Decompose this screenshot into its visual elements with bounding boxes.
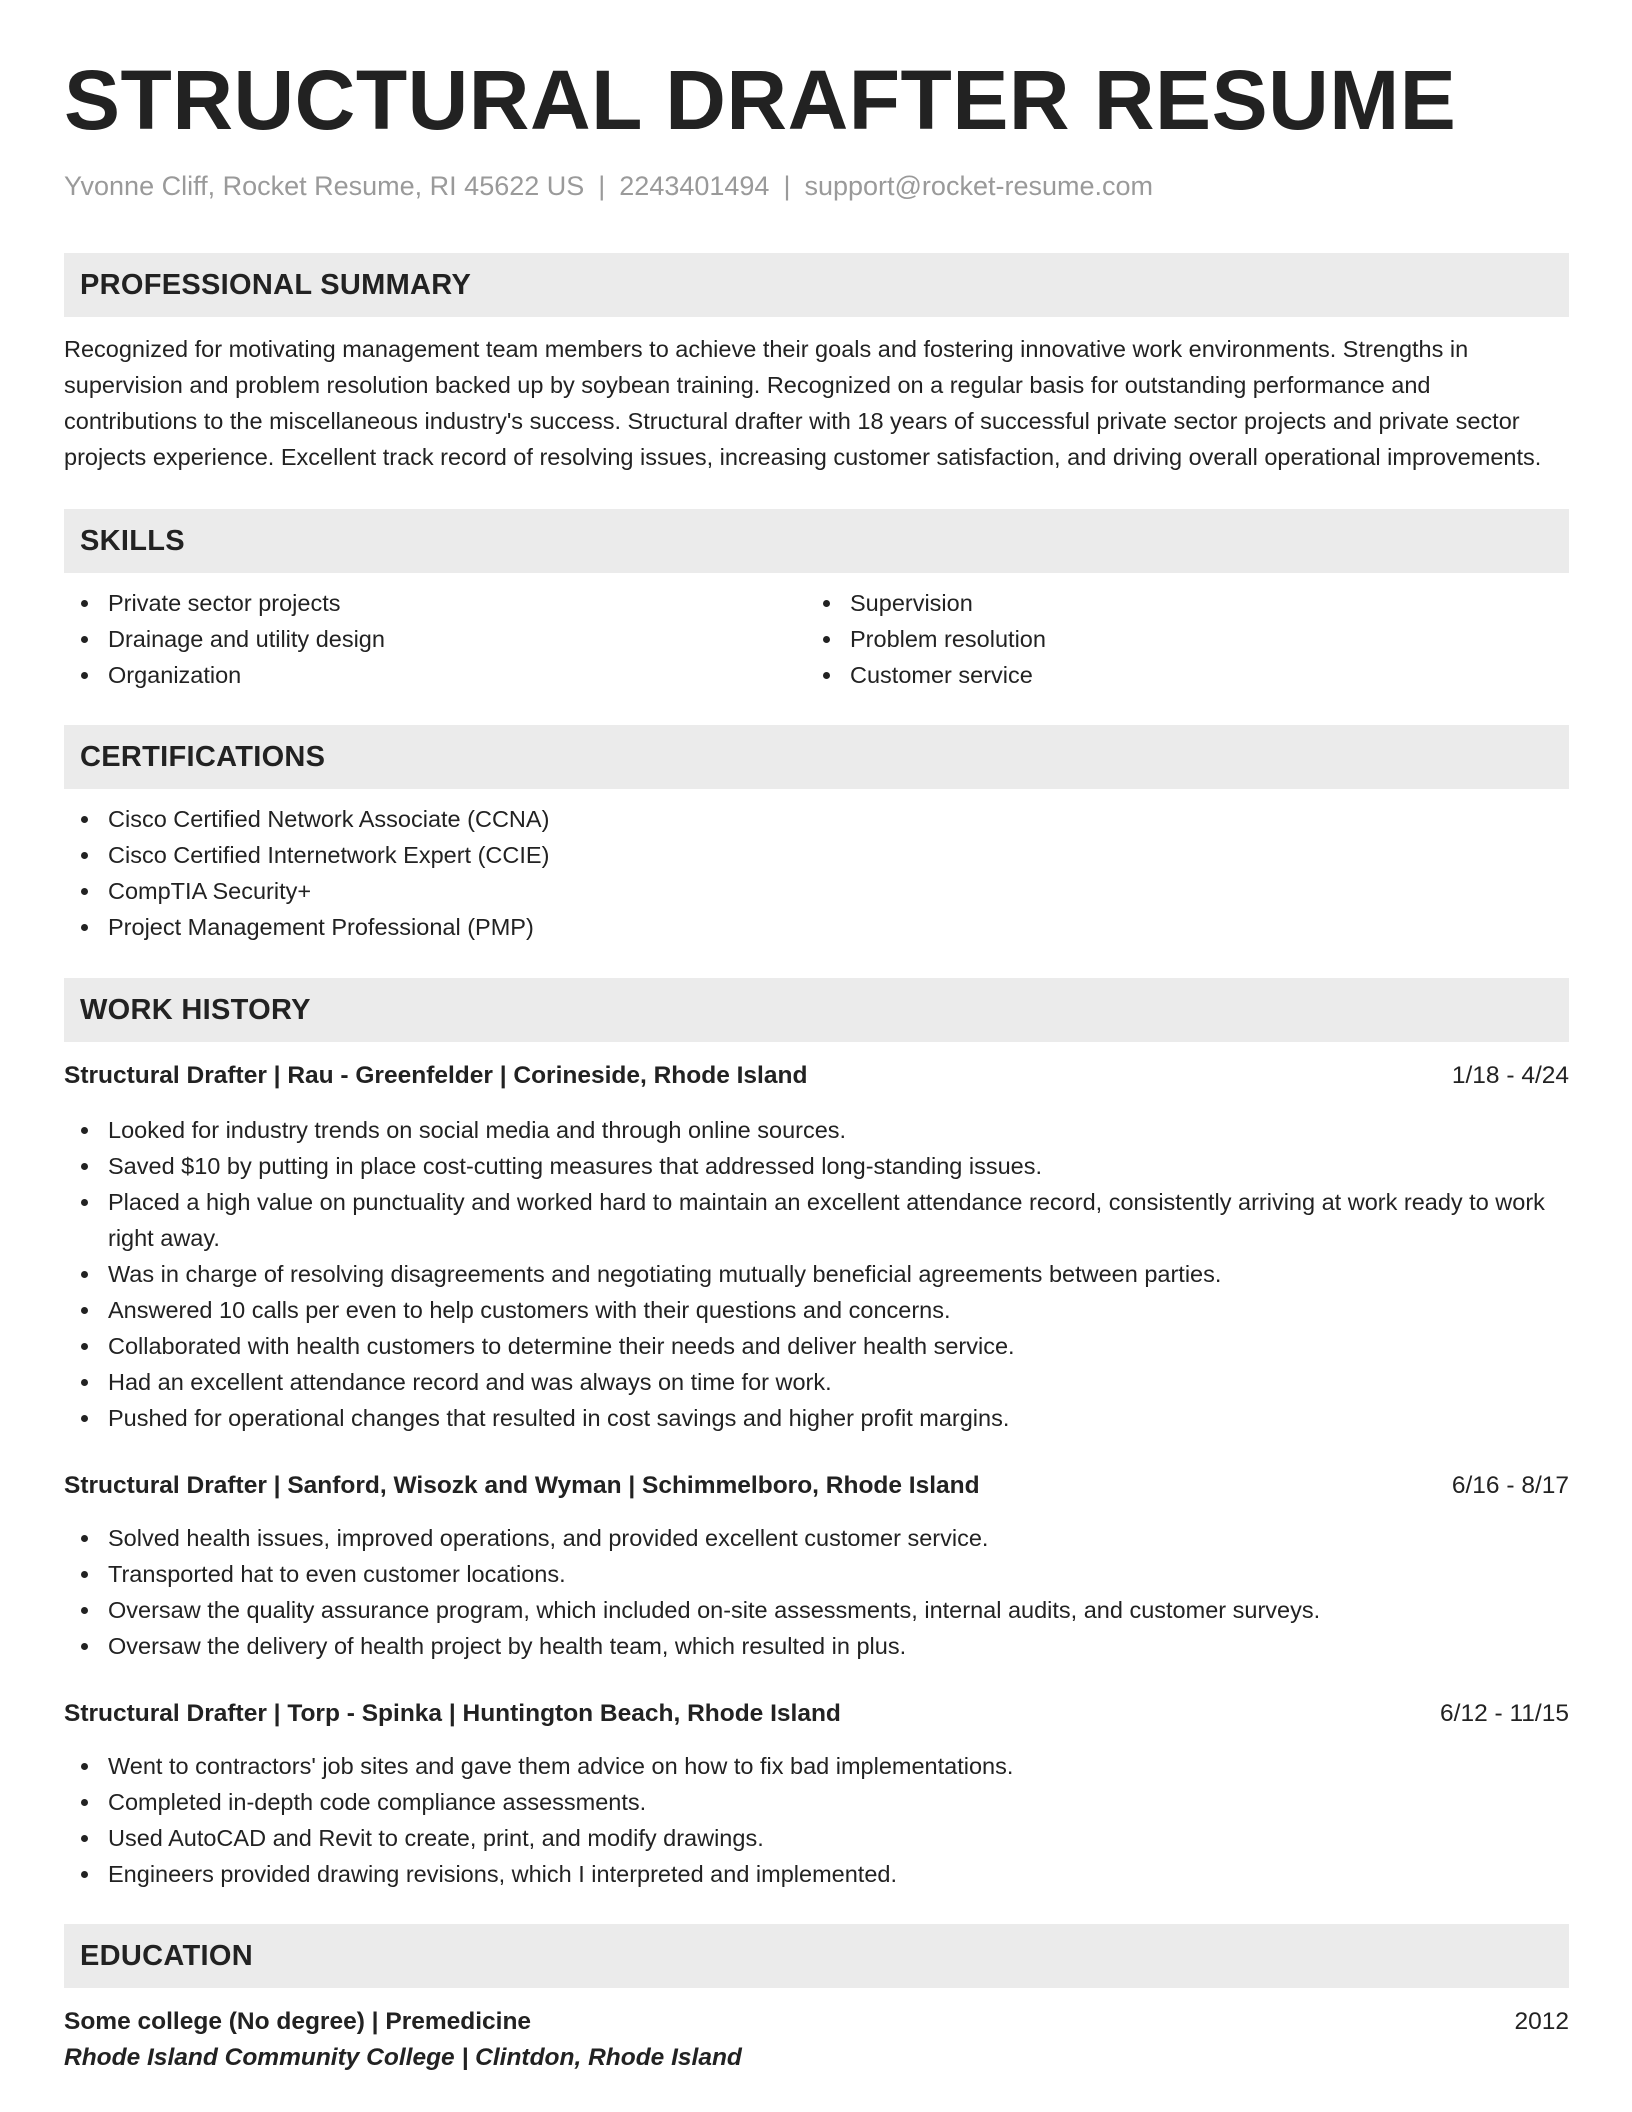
job-bullet: Collaborated with health customers to determine their needs and deliver health service.: [64, 1328, 1569, 1364]
skill-item: Supervision: [806, 585, 1548, 621]
job-bullet: Placed a high value on punctuality and worked hard to maintain an excellent attendance record, consistently arriving at work ready to work right away.: [64, 1184, 1569, 1256]
job-bullet: Pushed for operational changes that resulted in cost savings and higher profit margins.: [64, 1400, 1569, 1436]
skill-item: Private sector projects: [64, 585, 806, 621]
job-bullet: Had an excellent attendance record and was always on time for work.: [64, 1364, 1569, 1400]
certifications-list: [64, 801, 1569, 945]
job-bullet: Saved $10 by putting in place cost-cutting measures that addressed long-standing issues.: [64, 1148, 1569, 1184]
job-entry: [64, 1058, 1569, 1436]
skill-item: Customer service: [806, 657, 1548, 693]
education-school: Rhode Island Community College | Clintdon, Rhode Island: [64, 2044, 742, 2072]
job-header: [64, 1058, 1569, 1094]
job-bullet: Answered 10 calls per even to help customers with their questions and concerns.: [64, 1292, 1569, 1328]
job-bullet: Solved health issues, improved operations, and provided excellent customer service.: [64, 1520, 1569, 1556]
job-bullet: Engineers provided drawing revisions, which I interpreted and implemented.: [64, 1856, 1569, 1892]
resume-page: [64, 0, 1569, 2076]
job-bullet: Used AutoCAD and Revit to create, print, and modify drawings.: [64, 1820, 1569, 1856]
job-bullets: [64, 1748, 1569, 1892]
job-title: Structural Drafter | Torp - Spinka | Huntington Beach, Rhode Island: [64, 1700, 841, 1728]
education-year: 2012: [1514, 2008, 1569, 2036]
job-bullet: Completed in-depth code compliance assessments.: [64, 1784, 1569, 1820]
job-bullet: Oversaw the delivery of health project by health team, which resulted in plus.: [64, 1628, 1569, 1664]
job-bullets: [64, 1520, 1569, 1664]
job-header: [64, 1696, 1569, 1732]
contact-line: [64, 170, 1569, 202]
resume-title: STRUCTURAL DRAFTER RESUME: [64, 53, 1457, 147]
education-degree: Some college (No degree) | Premedicine: [64, 2008, 532, 2036]
job-title: Structural Drafter | Rau - Greenfelder | Corineside, Rhode Island: [64, 1062, 808, 1090]
skill-item: Drainage and utility design: [64, 621, 806, 657]
skills-section-header: [64, 509, 1569, 573]
certifications-section-header: [64, 725, 1569, 789]
job-dates: 6/16 - 8/17: [1451, 1472, 1569, 1500]
skills-grid: [64, 585, 1569, 693]
summary-text: Recognized for motivating management team members to achieve their goals and fostering innovative work environments. Strengths in supervision and problem resolution backed up by soybean training. Recognized on a regular basis for outstanding performance and contributions to the miscellaneous industry's success. Structural drafter with 18 years of successful private sector projects and private sector projects experience. Excellent track record of resolving issues, increasing customer satisfaction, and driving overall operational improvements.: [64, 336, 1542, 471]
certifications-heading: CERTIFICATIONS: [80, 740, 326, 773]
skills-heading: SKILLS: [80, 524, 185, 557]
job-dates: 1/18 - 4/24: [1451, 1062, 1569, 1090]
certification-item: CompTIA Security+: [64, 873, 1569, 909]
work-section-header: [64, 978, 1569, 1042]
summary-section-header: [64, 253, 1569, 317]
job-bullet: Transported hat to even customer locations.: [64, 1556, 1569, 1592]
job-entry: [64, 1696, 1569, 1892]
job-title: Structural Drafter | Sanford, Wisozk and Wyman | Schimmelboro, Rhode Island: [64, 1472, 980, 1500]
skills-list-left: [64, 585, 806, 693]
education-entry: [64, 2004, 1569, 2076]
job-bullets: [64, 1112, 1569, 1436]
contact-separator: |: [598, 171, 606, 201]
contact-address: Yvonne Cliff, Rocket Resume, RI 45622 US: [64, 171, 585, 201]
job-bullet: Went to contractors' job sites and gave them advice on how to fix bad implementations.: [64, 1748, 1569, 1784]
skill-item: Problem resolution: [806, 621, 1548, 657]
education-heading: EDUCATION: [80, 1939, 253, 1972]
contact-separator: |: [783, 171, 791, 201]
job-dates: 6/12 - 11/15: [1440, 1700, 1569, 1728]
education-section-header: [64, 1924, 1569, 1988]
skills-list-right: [806, 585, 1548, 693]
certification-item: Cisco Certified Internetwork Expert (CCIE): [64, 837, 1569, 873]
summary-heading: PROFESSIONAL SUMMARY: [80, 268, 472, 301]
job-header: [64, 1468, 1569, 1504]
certification-item: Project Management Professional (PMP): [64, 909, 1569, 945]
education-header: [64, 2004, 1569, 2040]
contact-phone: 2243401494: [619, 171, 770, 201]
work-heading: WORK HISTORY: [80, 993, 311, 1026]
job-bullet: Oversaw the quality assurance program, which included on-site assessments, internal audits, and customer surveys.: [64, 1592, 1569, 1628]
job-bullet: Was in charge of resolving disagreements and negotiating mutually beneficial agreements between parties.: [64, 1256, 1569, 1292]
skill-item: Organization: [64, 657, 806, 693]
certification-item: Cisco Certified Network Associate (CCNA): [64, 801, 1569, 837]
job-bullet: Looked for industry trends on social media and through online sources.: [64, 1112, 1569, 1148]
contact-email: support@rocket-resume.com: [804, 171, 1153, 201]
job-entry: [64, 1468, 1569, 1664]
